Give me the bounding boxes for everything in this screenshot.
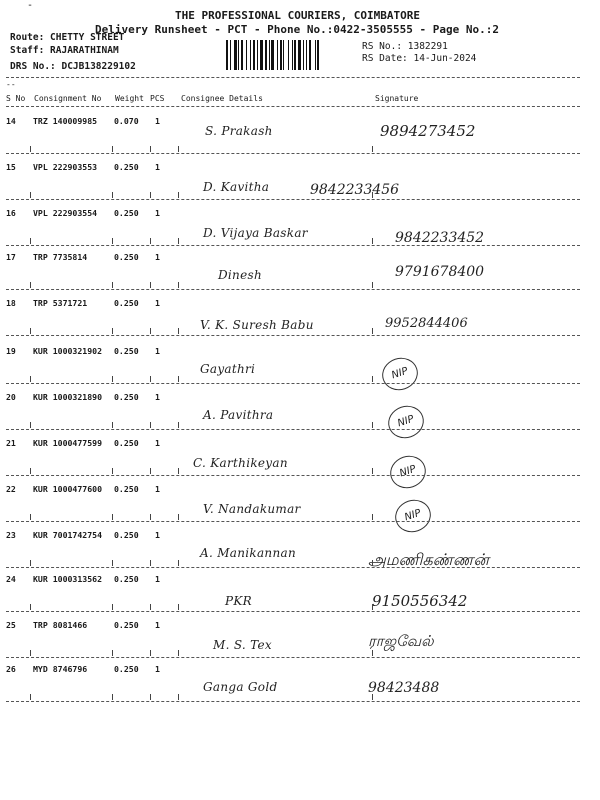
row-pcs: 1 — [155, 620, 160, 630]
column-tick — [150, 192, 151, 198]
col-header-pcs: PCS — [150, 94, 165, 103]
row-divider — [6, 335, 580, 336]
row-pcs: 1 — [155, 298, 160, 308]
column-tick — [112, 422, 113, 428]
row-nip-stamp: NIP — [384, 401, 428, 443]
column-tick — [178, 604, 179, 610]
column-tick — [372, 468, 373, 474]
row-weight: 0.070 — [114, 116, 139, 126]
column-tick — [372, 694, 373, 700]
row-signature: ராஜவேல் — [368, 632, 434, 650]
column-tick — [372, 282, 373, 288]
row-consignee-name: V. Nandakumar — [203, 502, 301, 516]
row-weight: 0.250 — [114, 208, 139, 218]
column-tick — [150, 238, 151, 244]
rs-number: RS No.: 1382291 — [362, 41, 448, 52]
row-consignee-name: A. Pavithra — [203, 408, 274, 422]
barcode-bar — [265, 40, 267, 70]
column-tick — [112, 514, 113, 520]
column-tick — [372, 604, 373, 610]
column-tick — [112, 650, 113, 656]
column-tick — [178, 376, 179, 382]
row-divider — [6, 199, 580, 200]
col-header-signature: Signature — [375, 94, 419, 103]
row-sno: 25 — [6, 620, 16, 630]
row-sno: 18 — [6, 298, 16, 308]
rs-date: RS Date: 14-Jun-2024 — [362, 53, 477, 64]
row-divider — [6, 475, 580, 476]
row-sno: 26 — [6, 664, 16, 674]
column-tick — [30, 604, 31, 610]
row-weight: 0.250 — [114, 620, 139, 630]
column-tick — [372, 422, 373, 428]
row-consignee-name: Ganga Gold — [203, 680, 278, 694]
row-weight: 0.250 — [114, 298, 139, 308]
column-tick — [178, 328, 179, 334]
column-tick — [112, 468, 113, 474]
route-label: Route: CHETTY STREET — [10, 32, 125, 43]
corner-mark: - — [27, 0, 34, 11]
column-tick — [150, 146, 151, 152]
column-tick — [372, 192, 373, 198]
column-tick — [112, 376, 113, 382]
row-weight: 0.250 — [114, 162, 139, 172]
barcode-bar — [317, 40, 319, 70]
column-tick — [178, 146, 179, 152]
barcode-bar — [288, 40, 289, 70]
barcode-bar — [294, 40, 296, 70]
row-pcs: 1 — [155, 252, 160, 262]
column-tick — [372, 238, 373, 244]
row-nip-stamp: NIP — [386, 451, 430, 493]
row-sno: 22 — [6, 484, 16, 494]
column-tick — [372, 376, 373, 382]
row-consignment-no: KUR 1000477599 — [33, 438, 103, 448]
col-header-weight: Weight — [115, 94, 144, 103]
row-signature: 9842233456 — [310, 182, 400, 198]
row-divider — [6, 567, 580, 568]
barcode-bar — [250, 40, 251, 70]
column-tick — [30, 192, 31, 198]
row-consignee-name: D. Kavitha — [203, 180, 270, 194]
column-tick — [112, 238, 113, 244]
row-signature: 9894273452 — [380, 122, 476, 140]
barcode-bar — [280, 40, 282, 70]
column-tick — [150, 468, 151, 474]
column-tick — [112, 560, 113, 566]
row-consignment-no: KUR 1000313562 — [33, 574, 103, 584]
row-sno: 23 — [6, 530, 16, 540]
row-divider — [6, 657, 580, 658]
column-tick — [30, 650, 31, 656]
row-consignee-name: PKR — [225, 594, 252, 608]
column-tick — [178, 514, 179, 520]
row-consignment-no: VPL 222903553 — [33, 162, 98, 172]
column-tick — [150, 604, 151, 610]
row-pcs: 1 — [155, 530, 160, 540]
double-dash-mark: -- — [6, 80, 16, 89]
row-pcs: 1 — [155, 392, 160, 402]
row-consignment-no: TRP 7735814 — [33, 252, 88, 262]
row-divider — [6, 153, 580, 154]
column-tick — [372, 146, 373, 152]
column-tick — [150, 376, 151, 382]
col-header-consignee: Consignee Details — [181, 94, 263, 103]
column-tick — [372, 514, 373, 520]
barcode-bar — [303, 40, 304, 70]
column-tick — [112, 604, 113, 610]
barcode-bar — [283, 40, 284, 70]
col-header-sno: S No — [6, 94, 26, 103]
row-pcs: 1 — [155, 116, 160, 126]
row-pcs: 1 — [155, 162, 160, 172]
row-consignment-no: KUR 1000321890 — [33, 392, 103, 402]
barcode-bar — [260, 40, 263, 70]
barcode-bar — [277, 40, 278, 70]
column-tick — [30, 376, 31, 382]
barcode-bar — [298, 40, 301, 70]
row-weight: 0.250 — [114, 438, 139, 448]
column-tick — [112, 328, 113, 334]
column-tick — [30, 560, 31, 566]
row-consignment-no: MYD 8746796 — [33, 664, 88, 674]
column-tick — [30, 468, 31, 474]
barcode-bar — [271, 40, 274, 70]
row-consignee-name: M. S. Tex — [213, 638, 272, 652]
drs-number: DRS No.: DCJB138229102 — [10, 61, 136, 72]
row-pcs: 1 — [155, 438, 160, 448]
col-header-consignment: Consignment No — [34, 94, 102, 103]
column-tick — [30, 328, 31, 334]
column-tick — [30, 146, 31, 152]
row-nip-stamp: NIP — [391, 495, 435, 537]
column-tick — [30, 422, 31, 428]
barcode-bar — [257, 40, 258, 70]
column-tick — [150, 650, 151, 656]
column-tick — [178, 422, 179, 428]
row-divider — [6, 611, 580, 612]
column-tick — [150, 328, 151, 334]
barcode-bar — [230, 40, 231, 70]
row-weight: 0.250 — [114, 484, 139, 494]
column-tick — [150, 560, 151, 566]
column-tick — [150, 694, 151, 700]
row-pcs: 1 — [155, 484, 160, 494]
runsheet-title: Delivery Runsheet - PCT - Phone No.:0422-3505555 - Page No.:2 — [95, 23, 499, 36]
row-signature: 9842233452 — [395, 230, 485, 246]
barcode-bar — [315, 40, 316, 70]
row-sno: 17 — [6, 252, 16, 262]
row-consignment-no: KUR 7001742754 — [33, 530, 103, 540]
column-tick — [372, 328, 373, 334]
column-tick — [178, 560, 179, 566]
barcode-bar — [292, 40, 293, 70]
row-consignment-no: TRP 8081466 — [33, 620, 88, 630]
barcode-bar — [238, 40, 239, 70]
barcode-bar — [226, 40, 228, 70]
row-divider — [6, 383, 580, 384]
row-signature: 9952844406 — [385, 316, 468, 331]
row-consignee-name: S. Prakash — [205, 124, 273, 138]
barcode-bar — [269, 40, 270, 70]
row-nip-stamp: NIP — [378, 353, 422, 395]
row-sno: 16 — [6, 208, 16, 218]
header-divider — [6, 77, 580, 78]
column-tick — [372, 560, 373, 566]
row-pcs: 1 — [155, 664, 160, 674]
row-consignment-no: TRZ 140009985 — [33, 116, 98, 126]
column-tick — [30, 694, 31, 700]
row-sno: 15 — [6, 162, 16, 172]
column-tick — [150, 422, 151, 428]
row-divider — [6, 521, 580, 522]
barcode-left — [226, 40, 356, 78]
row-pcs: 1 — [155, 346, 160, 356]
row-weight: 0.250 — [114, 346, 139, 356]
barcode-bar — [234, 40, 237, 70]
row-divider — [6, 429, 580, 430]
column-tick — [30, 238, 31, 244]
barcode-bar — [306, 40, 307, 70]
column-tick — [372, 650, 373, 656]
row-weight: 0.250 — [114, 664, 139, 674]
column-tick — [178, 694, 179, 700]
column-tick — [30, 514, 31, 520]
column-tick — [150, 282, 151, 288]
row-weight: 0.250 — [114, 252, 139, 262]
column-tick — [150, 514, 151, 520]
row-weight: 0.250 — [114, 530, 139, 540]
row-sno: 21 — [6, 438, 16, 448]
row-divider — [6, 245, 580, 246]
column-header-divider — [6, 106, 580, 107]
column-tick — [178, 468, 179, 474]
column-tick — [178, 238, 179, 244]
company-title: THE PROFESSIONAL COURIERS, COIMBATORE — [175, 9, 421, 22]
row-consignment-no: VPL 222903554 — [33, 208, 98, 218]
row-consignment-no: KUR 1000477600 — [33, 484, 103, 494]
row-sno: 24 — [6, 574, 16, 584]
column-tick — [112, 192, 113, 198]
row-signature: 9150556342 — [372, 592, 468, 610]
row-consignee-name: Dinesh — [218, 268, 262, 282]
row-divider — [6, 289, 580, 290]
row-consignment-no: KUR 1000321902 — [33, 346, 103, 356]
row-consignee-name: V. K. Suresh Babu — [200, 318, 314, 332]
barcode-bar — [241, 40, 243, 70]
barcode-bar — [246, 40, 247, 70]
row-consignee-name: C. Karthikeyan — [193, 456, 288, 470]
row-consignee-name: Gayathri — [200, 362, 256, 376]
row-consignment-no: TRP 5371721 — [33, 298, 88, 308]
row-signature: 9791678400 — [395, 264, 485, 280]
row-pcs: 1 — [155, 208, 160, 218]
staff-label: Staff: RAJARATHINAM — [10, 45, 119, 56]
column-tick — [178, 650, 179, 656]
row-sno: 14 — [6, 116, 16, 126]
barcode-bar — [253, 40, 255, 70]
column-tick — [178, 192, 179, 198]
row-weight: 0.250 — [114, 392, 139, 402]
row-sno: 20 — [6, 392, 16, 402]
column-tick — [112, 694, 113, 700]
barcode-bar — [309, 40, 311, 70]
row-consignee-name: A. Manikannan — [200, 546, 296, 560]
row-consignee-name: D. Vijaya Baskar — [203, 226, 308, 240]
row-sno: 19 — [6, 346, 16, 356]
column-tick — [178, 282, 179, 288]
row-pcs: 1 — [155, 574, 160, 584]
column-tick — [30, 282, 31, 288]
row-signature: அமணிகண்ணன் — [368, 550, 489, 569]
column-tick — [112, 282, 113, 288]
row-weight: 0.250 — [114, 574, 139, 584]
column-tick — [112, 146, 113, 152]
row-signature: 98423488 — [368, 680, 440, 696]
row-divider — [6, 701, 580, 702]
